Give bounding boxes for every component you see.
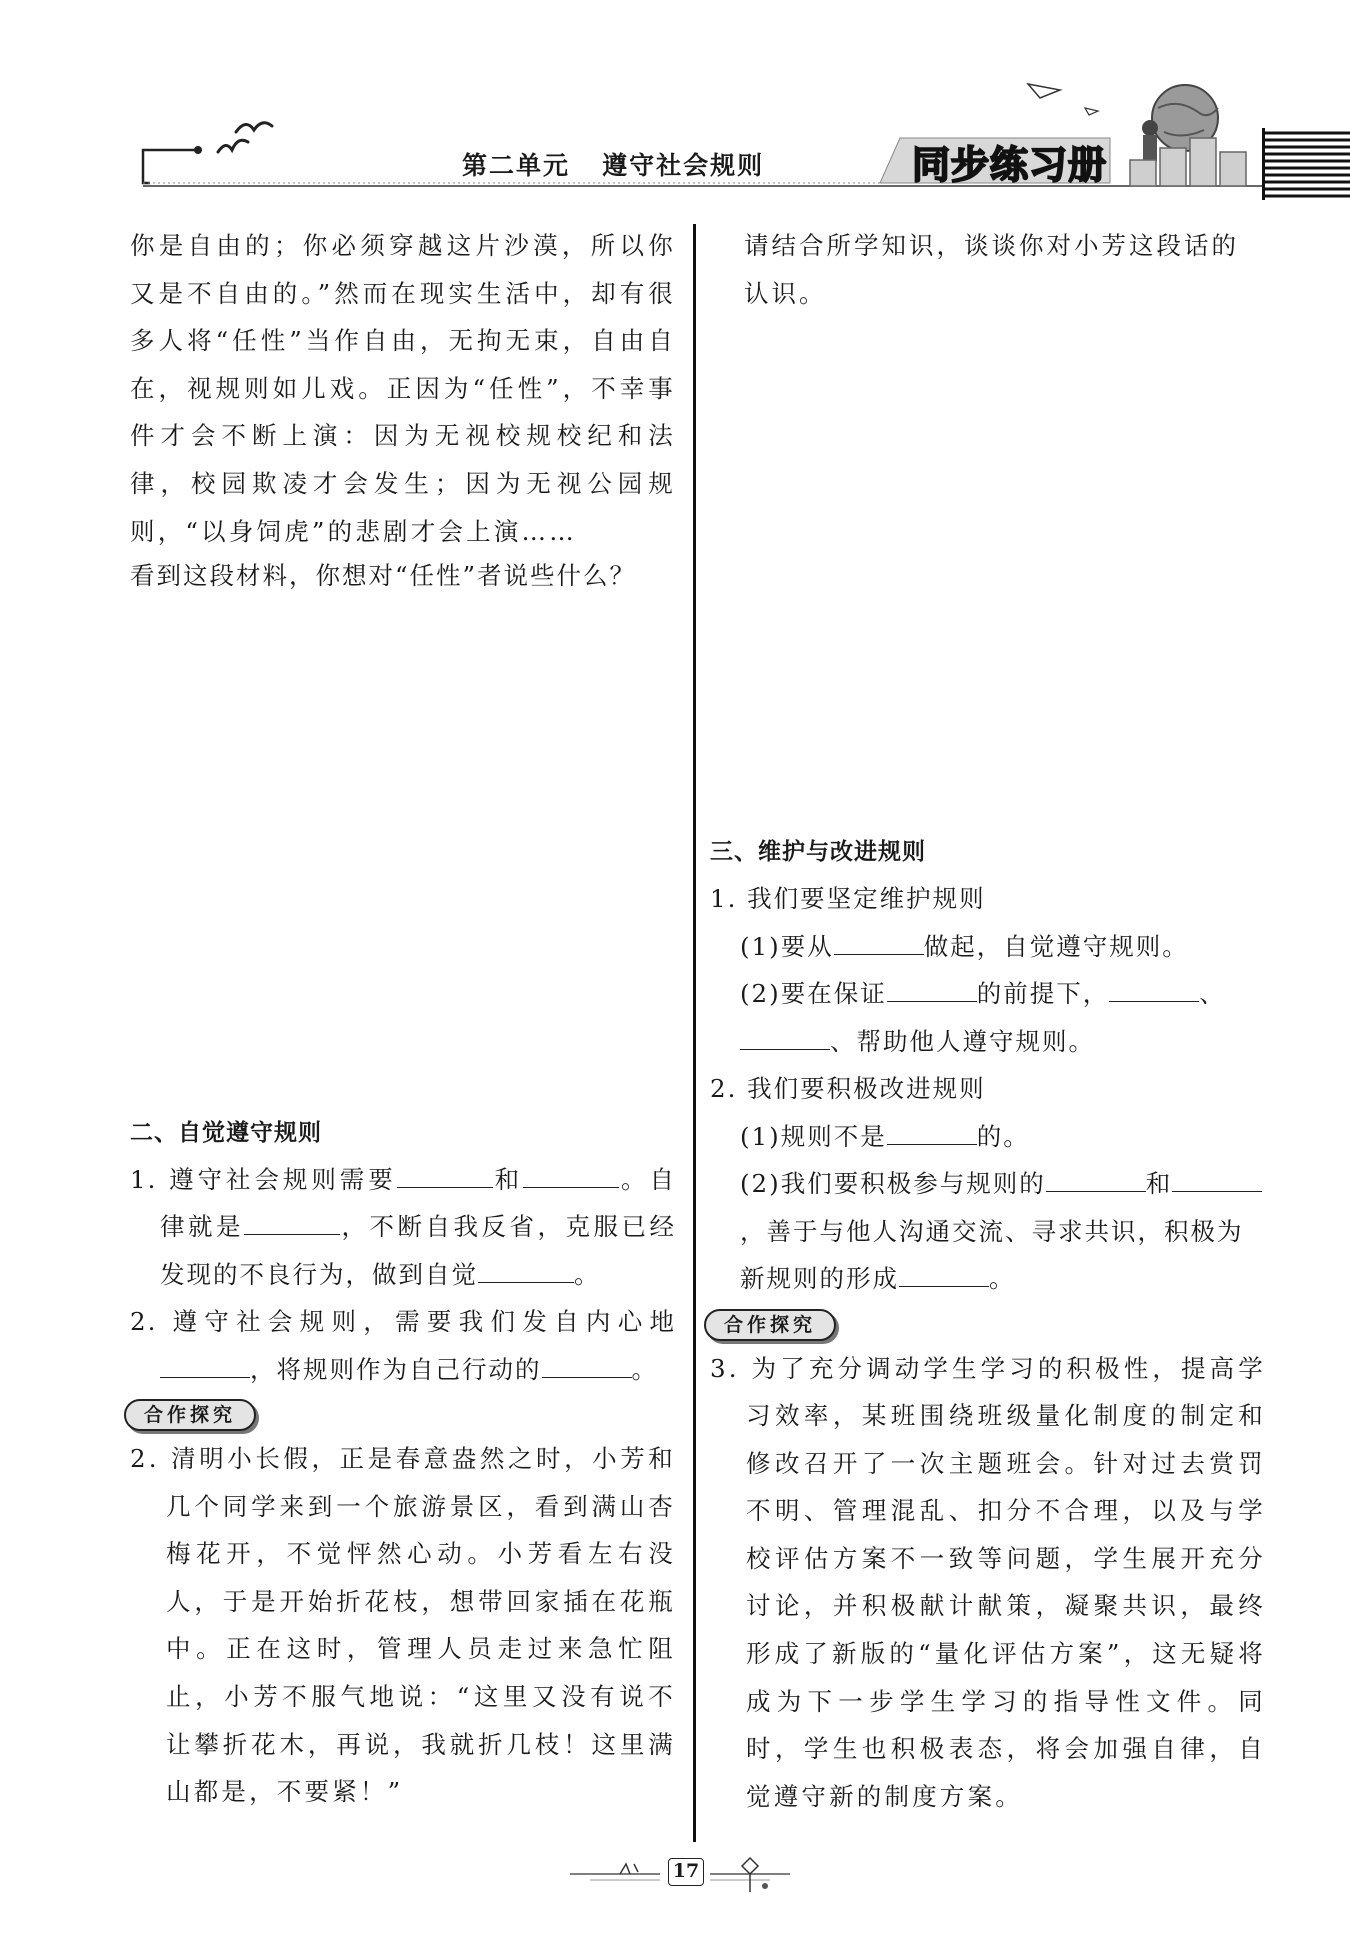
page-header — [0, 0, 1350, 215]
r2b-blank-2[interactable] — [1172, 1168, 1262, 1193]
q1-blank-3[interactable] — [244, 1211, 340, 1236]
q1-blank-1[interactable] — [397, 1163, 493, 1188]
r1b-text-c: 、 — [1199, 979, 1226, 1008]
passage-question: 看到这段材料，你想对“任性”者说些什么？ — [130, 561, 637, 590]
r2a-blank[interactable] — [887, 1120, 977, 1145]
q1-blank-2[interactable] — [523, 1163, 619, 1188]
r1a-blank[interactable] — [834, 930, 924, 955]
q1-text-b: 和 — [492, 1164, 524, 1194]
paper-plane-icon — [1028, 84, 1098, 115]
r1b-text-a: (2)要在保证 — [740, 979, 887, 1008]
r1b-text-d: 、帮助他人遵守规则。 — [830, 1026, 1095, 1056]
r2-heading: 2. 我们要积极改进规则 — [710, 1074, 986, 1103]
r1b-text-b: 的前提下， — [976, 979, 1110, 1008]
q1-text-d: ，不断自我反省，克服已经发现的不良行为，做到自觉 — [160, 1212, 676, 1289]
r2-item-1 — [710, 1113, 1266, 1161]
book-title: 同步练习册 — [912, 142, 1108, 187]
q2-blank-2[interactable] — [542, 1353, 632, 1378]
striped-block — [1264, 133, 1350, 196]
q2-text-a: 2. 遵守社会规则，需要我们发自内心地 — [130, 1307, 676, 1337]
birds-icon — [218, 123, 272, 152]
answer-space — [130, 600, 676, 1110]
section2-title: 二、自觉遵守规则 — [130, 1119, 322, 1146]
r2b-text-b: 和 — [1145, 1169, 1173, 1198]
q1-text-e: 。 — [574, 1259, 601, 1289]
r1-item-1 — [710, 923, 1266, 971]
q2-text-b: ，将规则作为自己行动的 — [250, 1354, 542, 1384]
cooperative-inquiry-badge-right: 合作探究 — [704, 1309, 836, 1341]
r1-heading: 1. 我们要坚定维护规则 — [710, 884, 986, 913]
right-column — [710, 222, 1266, 1820]
section3-title: 三、维护与改进规则 — [710, 839, 926, 865]
r2b-text-c: ，善于与他人沟通交流、寻求共识，积极为新规则的形成 — [740, 1216, 1244, 1293]
r1b-blank-2[interactable] — [1109, 978, 1199, 1003]
r2b-blank-1[interactable] — [1046, 1168, 1146, 1193]
r2a-text-b: 的。 — [976, 1121, 1030, 1151]
r2b-blank-3[interactable] — [899, 1263, 989, 1288]
answer-space-right — [710, 317, 1266, 829]
unit-title: 第二单元 遵守社会规则 — [462, 151, 765, 180]
page-footer — [560, 1850, 800, 1910]
r1b-blank-1[interactable] — [887, 978, 977, 1003]
left-column — [130, 222, 676, 1816]
question-2 — [130, 1298, 676, 1393]
r1b-blank-3[interactable] — [740, 1025, 830, 1050]
column-divider — [693, 224, 696, 1842]
r1a-text-a: (1)要从 — [740, 931, 834, 961]
continued-question: 请结合所学知识，谈谈你对小芳这段话的认识。 — [744, 231, 1239, 308]
r2b-text-a: (2)我们要积极参与规则的 — [740, 1169, 1046, 1198]
r2b-text-d: 。 — [989, 1264, 1016, 1293]
explore-question-3: 3. 为了充分调动学生学习的积极性，提高学习效率，某班围绕班级量化制度的制定和修改召开了一次主题班会。针对过去赏罚不明、管理混乱、扣分不合理，以及与学校评估方案不一致等问题，学生展开充分讨论，并积极献计献策，凝聚共识，最终形成了新版的“量化评估方案”，这无疑将成为下一步学生学习的指导性文件。同时，学生也积极表态，将会加强自律，自觉遵守新的制度方案。 — [710, 1353, 1266, 1811]
explore-question-2: 2. 清明小长假，正是春意盎然之时，小芳和几个同学来到一个旅游景区，看到满山杏梅花开，不觉怦然心动。小芳看左右没人，于是开始折花枝，想带回家插在花瓶中。正在这时，管理人员走过来急忙阻止，小芳不服气地说：“这里又没有说不让攀折花木，再说，我就折几枝！这里满山都是，不要紧！” — [130, 1444, 676, 1807]
r1-item-2 — [710, 970, 1266, 1065]
question-1 — [130, 1156, 676, 1299]
r1a-text-b: 做起，自觉遵守规则。 — [923, 931, 1189, 961]
q1-text-a: 1. 遵守社会规则需要 — [130, 1164, 397, 1194]
q2-blank-1[interactable] — [160, 1353, 250, 1378]
q2-text-c: 。 — [631, 1354, 658, 1384]
cooperative-inquiry-badge: 合作探究 — [124, 1399, 256, 1431]
r2a-text-a: (1)规则不是 — [740, 1121, 887, 1151]
passage-text: 你是自由的；你必须穿越这片沙漠，所以你又是不自由的。”然而在现实生活中，却有很多人将“任性”当作自由，无拘无束，自由自在，视规则如儿戏。正因为“任性”，不幸事件才会不断上演：因为无视校规校纪和法律，校园欺凌才会发生；因为无视公园规则，“以身饲虎”的悲剧才会上演…… — [130, 231, 676, 546]
page-number: 17 — [668, 1858, 704, 1886]
q1-blank-4[interactable] — [478, 1258, 574, 1283]
r2-item-2 — [710, 1160, 1266, 1303]
q1-text-c: 。自律就是 — [160, 1164, 677, 1242]
header-decoration — [0, 0, 1350, 215]
